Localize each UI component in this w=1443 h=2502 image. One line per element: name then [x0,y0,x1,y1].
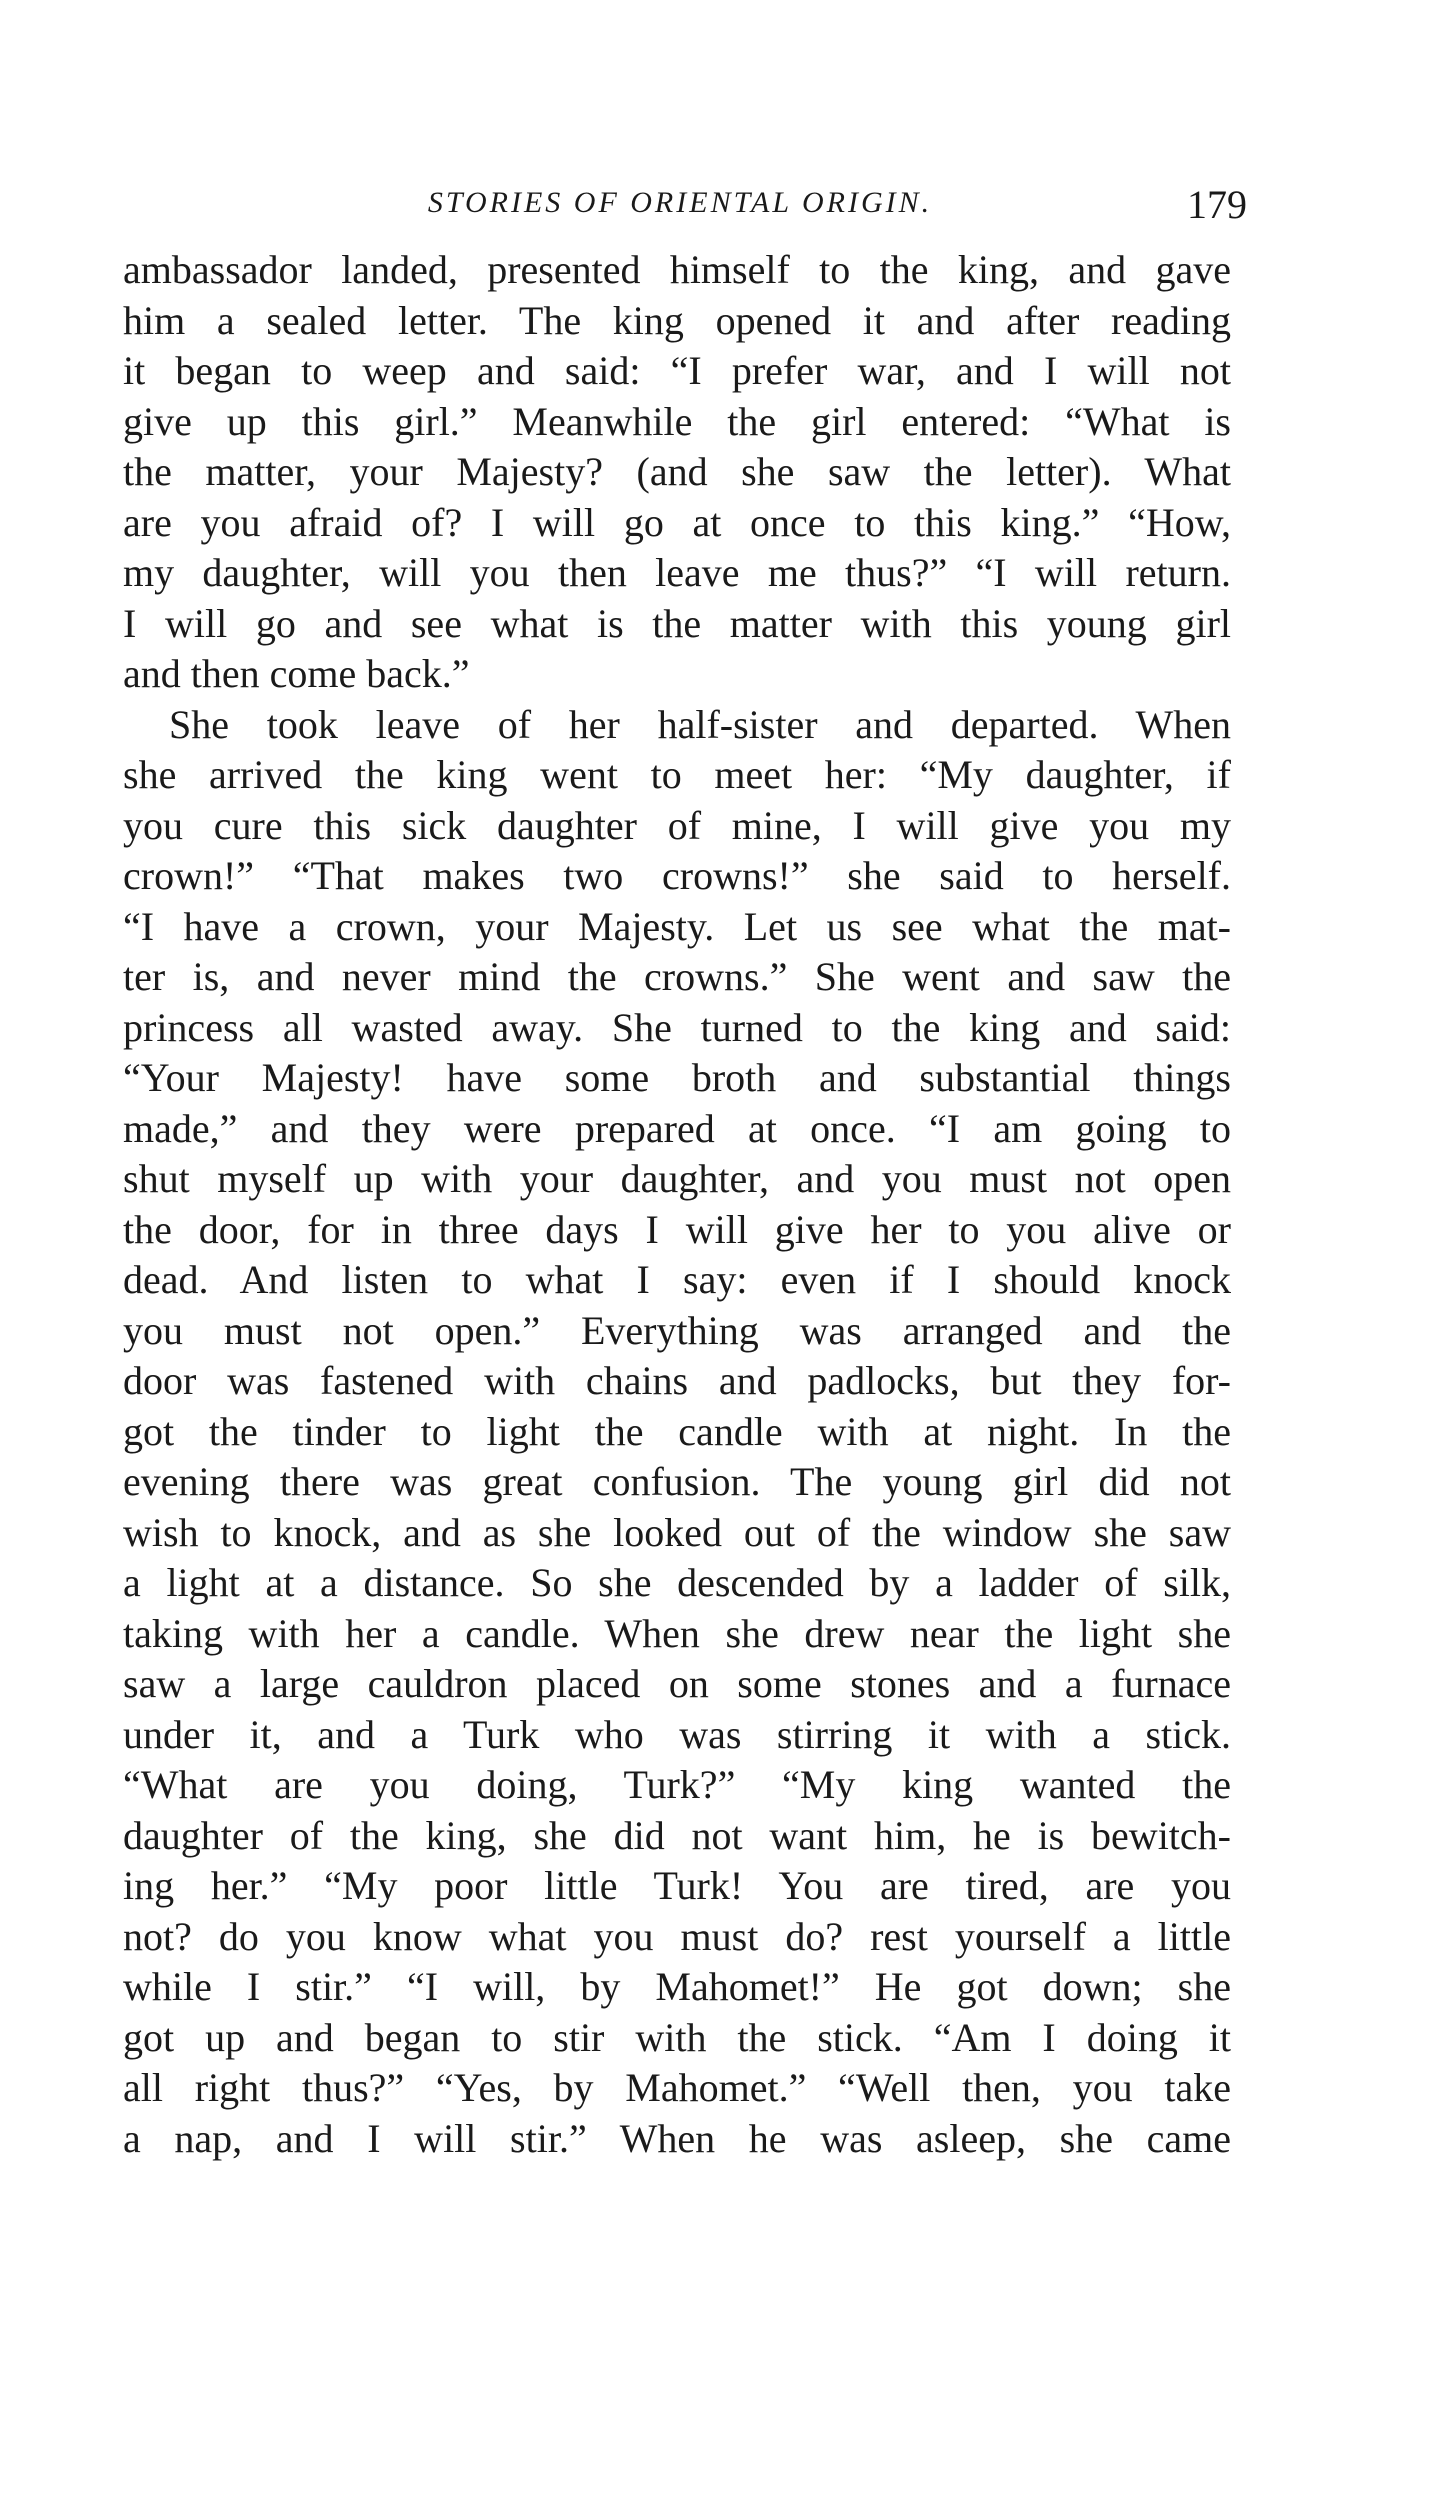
text-line: my daughter, will you then leave me thus?” “I will return. [123,550,1231,595]
text-line: “What are you doing, Turk?” “My king wanted the [123,1762,1231,1807]
text-line: a light at a distance. So she descended by a ladder of silk, [123,1560,1231,1605]
text-line: you cure this sick daughter of mine, I will give you my [123,802,1231,848]
text-line: ter is, and never mind the crowns.” She went and saw the [123,954,1231,999]
text-line: dead. And listen to what I say: even if I should knock [123,1257,1231,1302]
text-line: got up and began to stir with the stick. “Am I doing it [123,2014,1231,2060]
text-line: all right thus?” “Yes, by Mahomet.” “Well then, you take [123,2065,1231,2110]
page-number: 179 [1187,182,1247,227]
text-line: are you afraid of? I will go at once to this king.” “How, [123,499,1231,545]
text-line: got the tinder to light the candle with at night. In the [123,1408,1231,1454]
text-line: under it, and a Turk who was stirring it with a stick. [123,1711,1231,1757]
running-head [125,178,1247,228]
text-line: a nap, and I will stir.” When he was asleep, she came [123,2115,1231,2161]
text-line: ambassador landed, presented himself to the king, and gave [123,247,1231,292]
text-line: ing her.” “My poor little Turk! You are tired, are you [123,1863,1231,1908]
text-line: while I stir.” “I will, by Mahomet!” He got down; she [123,1964,1231,2009]
text-line: the door, for in three days I will give her to you alive or [123,1206,1231,1252]
text-line: him a sealed letter. The king opened it and after reading [123,297,1231,343]
text-line: saw a large cauldron placed on some stones and a furnace [123,1661,1231,1706]
text-line: she arrived the king went to meet her: “My daughter, if [123,752,1231,797]
body-text [123,245,1231,2164]
text-line: the matter, your Majesty? (and she saw the letter). What [123,449,1231,494]
text-line: daughter of the king, she did not want him, he is bewitch- [123,1812,1231,1858]
text-line: crown!” “That makes two crowns!” she said to herself. [123,853,1231,898]
text-line: and then come back.” [123,651,470,696]
text-line: you must not open.” Everything was arranged and the [123,1307,1231,1353]
text-line: taking with her a candle. When she drew near the light she [123,1610,1231,1656]
text-line: wish to knock, and as she looked out of the window she saw [123,1509,1231,1555]
text-line: made,” and they were prepared at once. “I am going to [123,1105,1231,1151]
running-title: STORIES OF ORIENTAL ORIGIN. [427,186,933,219]
text-line: shut myself up with your daughter, and you must not open [123,1156,1231,1201]
text-line: door was fastened with chains and padlocks, but they for- [123,1358,1231,1403]
text-line: She took leave of her half-sister and departed. When [169,701,1231,747]
text-line: princess all wasted away. She turned to the king and said: [123,1004,1231,1050]
text-line: not? do you know what you must do? rest yourself a little [123,1913,1231,1959]
text-line: give up this girl.” Meanwhile the girl entered: “What is [123,398,1231,444]
text-line: “I have a crown, your Majesty. Let us see what the mat- [123,903,1231,949]
text-line: it began to weep and said: “I prefer war, and I will not [123,348,1231,393]
text-line: “Your Majesty! have some broth and substantial things [123,1055,1231,1100]
text-line: evening there was great confusion. The young girl did not [123,1459,1231,1504]
text-line: I will go and see what is the matter with this young girl [123,600,1231,646]
